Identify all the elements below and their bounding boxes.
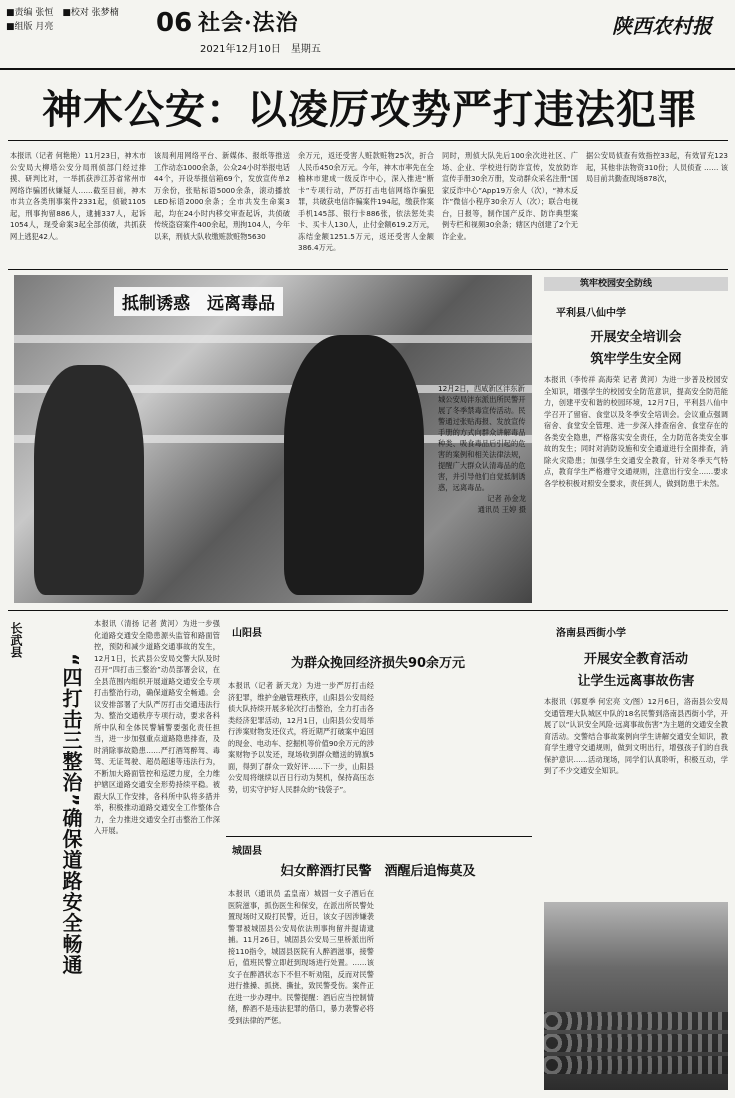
photo-title: 抵制诱惑 远离毒品 — [114, 287, 283, 316]
lead-column-3: 余万元，返还受害人赃款赃物25次，折合人民币450余万元。今年，神木市率先在全榆林市建成一级反诈中心，深入推进“断卡”专项行动，严厉打击电信网络诈骗犯罪，共破获电信诈骗案件194起，缴获作案手机145部、银行卡886张，依法惩处卖卡、买卡人130人，止付金额619.2万元，冻结金额1251.5万元，返还受害人金额386.4万元。 — [298, 151, 434, 252]
divider — [226, 836, 532, 837]
luonan-body: 本报讯（郭夏季 何宏亮 文/图）12月6日，洛南县公安局交通管理大队城区中队的18名民警到洛南县西街小学，开展了以“认识安全风险·远离事故伤害”为主题的交通安全教育活动。交警结合事故案例向学生讲解交通安全知识，教育学生遵守交通规则，做到文明出行，增强孩子们的自我保护意识……活动现场，同学们认真聆听，积极互动，学到了不少交通安全知识。 — [544, 697, 728, 775]
campus-body: 本报讯（李传祥 高海荣 记者 黄河）为进一步普及校园安全知识，增强学生的校园安全防范意识，提高安全防范能力，创建平安和谐的校园环境，12月7日，平利县八仙中学召开了留宿、食堂以及冬季安全培训会。会议重点强调宿舍、食堂安全管理、进一步深入排查宿舍、食堂存在的各类安全隐患，严格落实安全责任，全力防范各类安全事故的发生；同时对消防设施和安全通道进行全面排查，消除火灾隐患；加强学生交通安全教育，针对冬季天气特点，教育学生严格遵守交通规则，注意出行安全……要求各学校积极对照安全要求，责任到人，做到防患于未然。 — [544, 375, 728, 488]
lead-column-5: 据公安局侦查有效指控33起，有效冒充123起，其他非法物资310份；人员侦查 …… 该局目前共勤查现场878次， — [586, 151, 728, 183]
chenggu-county: 城固县 — [232, 846, 262, 857]
school-activity-photo — [544, 902, 728, 1090]
divider — [8, 140, 728, 141]
photo-shelf — [14, 335, 532, 343]
changwu-body: 本报讯（清扬 记者 黄河）为进一步强化道路交通安全隐患源头监管和路面管控，预防和减少道路交通事故的发生，12月1日，长武县公安局交警大队及时召开“四打击三整治”动员部署会议，在全县范围内组织开展道路交通安全专项打击整治行动，确保道路安全畅通。会议安排部署了大队严厉打击交通违法行为、整治交通秩序专项行动，要求各科所中队和全体民警辅警要强化责任担当，进一步加强重点道路隐患排查，及时消除事故隐患……严打酒驾醉驾、毒驾、无证驾驶、超员超速等违法行为，不断加大路面管控和巡逻力度，全力维护辖区道路交通安全形势持续平稳。被跟大队工作安排，各科所中队将多措并举，积极推动道路交通安全工作整体合力，全力推进交通安全打击整治工作深入开展。 — [94, 619, 220, 835]
anti-drug-photo — [14, 275, 532, 603]
chenggu-body: 本报讯（通讯员 孟皇南）城固一女子酒后在医院滋事，抓伤医生和保安，在派出所民警处置现场时又殴打民警，近日，该女子因涉嫌袭警罪被城固县公安局依法刑事拘留并提请逮捕。11月26日，城固县公安局三里桥派出所接110指令，城固县医院有人醉酒滋事，接警后，值班民警立即赶到现场进行处置。……该女子在醉酒状态下不但不听劝阻，反而对民警进行推搡、抓挠、撕扯，致民警受伤。案件正在进一步办理中。民警提醒：酒后应当控制情绪，醉酒不是违法犯罪的借口，暴力袭警必将受到法律的严惩。 — [228, 889, 374, 1025]
masthead — [0, 0, 735, 70]
staff-line: ■组版 月亮 — [6, 22, 54, 32]
campus-safety-bar: 筑牢校园安全防线 — [544, 277, 728, 291]
photo-credit: 记者 孙金龙 通讯员 王婷 摄 — [477, 494, 526, 514]
page-number: 06 — [156, 8, 193, 38]
shanyang-body: 本报讯（记者 新天龙）为进一步严厉打击经济犯罪，维护金融管理秩序，山阳县公安局经侦大队持续开展多轮次打击整治，全力打击各类经济犯罪活动，12月1日，山阳县公安局举行涉案财物发还仪式，将近期严打破案中追回的现金、电动车、挖掘机等价值90余万元的涉案财物予以发还，现场收到群众赠送的锦旗5面，得到了群众一致好评……下一步，山阳县公安局将继续以百日行动为契机，保持高压态势，切实守护好人民群众的“钱袋子”。 — [228, 681, 374, 794]
photo-students-row — [544, 1034, 728, 1052]
issue-date: 2021年12月10日 星期五 — [200, 44, 321, 55]
page-headline: 神木公安：以凌厉攻势严打违法犯罪 — [42, 87, 698, 133]
section-title: 社会·法治 — [198, 10, 299, 36]
divider — [8, 610, 728, 611]
photo-caption — [438, 383, 526, 515]
divider — [8, 269, 728, 270]
luonan-headline-2: 让学生远离事故伤害 — [577, 674, 695, 689]
lead-column-4: 同时，刑侦大队先后100余次进社区、广场、企业、学校进行防诈宣传，发放防诈宣传手册30余万册，发动群众采名注册“国家反诈中心”App19万余人（次），“神木反诈”微信小程序30余万人（次）；联合电视台，日报等，制作国产反诈、防诈典型案例专栏和视频30余条；辖区内创建了2个无诈企业。 — [442, 151, 578, 241]
photo-students-row — [544, 1056, 728, 1074]
chenggu-headline: 妇女醉酒打民警 酒醒后追悔莫及 — [280, 864, 476, 879]
campus-headline-2: 筑牢学生安全网 — [590, 352, 682, 367]
photo-police-officer — [284, 335, 424, 595]
lead-column-1: 本报讯（记者 何艳艳）11月23日，神木市公安局大柳塔公安分局刑侦部门经过排摸、研判比对，一举抓获涉江苏省常州市网络诈骗团伙嫌疑人……截至目前，神木市共立各类刑事案件2331起，侦破1105起，刑事拘留886人，逮捕337人，起诉1054人，现受命案3起全部侦破，共抓获网上逃犯42人。 — [10, 151, 146, 241]
luonan-county: 洛南县西街小学 — [556, 628, 626, 639]
shanyang-headline: 为群众挽回经济损失90余万元 — [290, 656, 466, 671]
caption-text: 12月2日，西咸新区沣东新城公安局沣东派出所民警开展了冬季禁毒宣传活动。民警通过张贴海报、发放宣传手册的方式向群众讲解毒品种类、吸食毒品后引起的危害的案例和相关法律法规，提醒广大群众认清毒品的危害，并引导他们自觉抵制诱惑，远离毒品。 — [438, 384, 526, 492]
lead-column-2: 该局利用网络平台、新媒体、报纸等推送工作动态1000余条，公众24小时举报电话44个，开设举报信箱69个，发放宣传单2万余份，张贴标语5000余条，滚动播放LED标语2000余条；全市共发生命案3起，均在24小时内移交审查起诉，共侦破传统盗窃案件400余起，刑拘104人，今年以来，刑侦大队收缴赃款赃物5630 — [154, 151, 290, 241]
photo-shopkeeper — [34, 365, 144, 595]
campus-headline-1: 开展安全培训会 — [590, 330, 682, 345]
changwu-headline: “四打击三整治”确保道路安全畅通 — [59, 653, 83, 976]
shanyang-county: 山阳县 — [232, 628, 262, 639]
changwu-county: 长武县 — [9, 622, 23, 658]
newspaper-logo: 陕西农村报 — [612, 14, 712, 38]
staff-credits — [6, 6, 119, 34]
campus-county: 平利县八仙中学 — [556, 308, 626, 319]
staff-line: ■责编 张恒 ■校对 张梦楠 — [6, 8, 119, 18]
photo-students-row — [544, 1012, 728, 1030]
luonan-headline-1: 开展安全教育活动 — [583, 652, 688, 667]
